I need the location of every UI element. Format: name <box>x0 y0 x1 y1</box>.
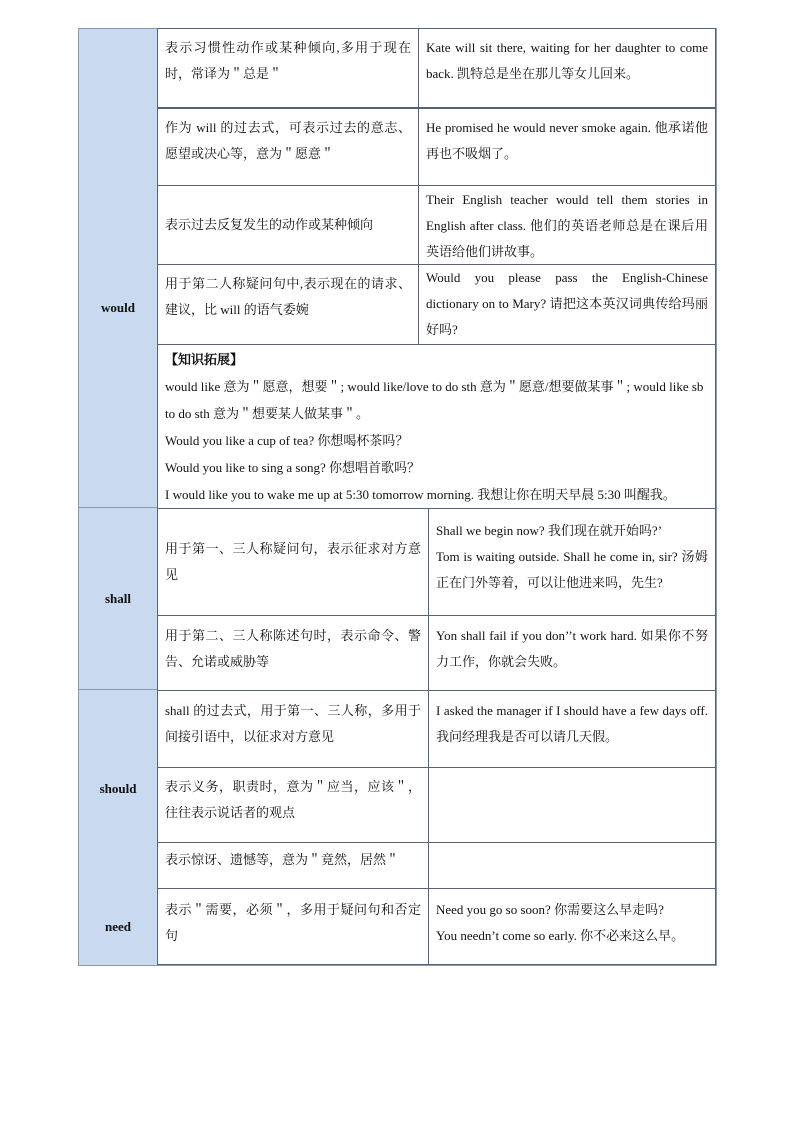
need-example-1-line-1: Need you go so soon? 你需要这么早走吗? <box>436 902 664 917</box>
will-usage-1: 表示习惯性动作或某种倾向,多用于现在时，常译为＂总是＂ <box>157 28 419 108</box>
would-usage-2: 表示过去反复发生的动作或某种倾向 <box>165 217 374 232</box>
should-example-1: I asked the manager if I should have a few days off. 我问经理我是否可以请几天假。 <box>428 690 716 768</box>
will-example-1: Kate will sit there, waiting for her daughter to come back. 凯特总是坐在那儿等女儿回来。 <box>418 28 716 108</box>
would-example-3: Would you please pass the English-Chinese dictionary on to Mary? 请把这本英汉词典传给玛丽好吗? <box>418 264 716 345</box>
will-label-cell <box>79 29 158 109</box>
should-usage-1: shall 的过去式，用于第一、三人称，多用于间接引语中，以征求对方意见 <box>157 690 429 768</box>
would-example-1: He promised he would never smoke again. 他承诺他再也不吸烟了。 <box>418 108 716 186</box>
shall-usage-1-cell <box>157 508 429 616</box>
need-example-1-cell <box>428 888 716 965</box>
would-label: would <box>79 108 158 508</box>
need-usage-1: 表示＂需要，必须＂，多用于疑问句和否定句 <box>157 888 429 965</box>
shall-usage-2: 用于第二、三人称陈述句时，表示命令、警告、允诺或威胁等 <box>157 615 429 691</box>
would-usage-2-cell <box>157 185 419 265</box>
should-usage-3: 表示惊讶、遗憾等，意为＂竟然，居然＂ <box>157 842 429 889</box>
shall-example-2: Yon shall fail if you don’’t work hard. 如果你不努力工作，你就会失败。 <box>428 615 716 691</box>
should-example-2 <box>428 767 716 843</box>
would-knowledge-extension <box>157 344 716 509</box>
shall-usage-1: 用于第一、三人称疑问句，表示征求对方意见 <box>165 541 421 582</box>
shall-example-1-line-1: Shall we begin now? 我们现在就开始吗?’ <box>436 523 663 538</box>
need-label: need <box>79 888 158 965</box>
extension-line-4: I would like you to wake me up at 5:30 tomorrow morning. 我想让你在明天早晨 5:30 叫醒我。 <box>165 487 676 502</box>
shall-example-1-cell <box>428 508 716 616</box>
shall-label: shall <box>79 508 158 690</box>
should-label: should <box>79 690 158 889</box>
extension-line-3: Would you like to sing a song? 你想唱首歌吗？ <box>165 460 420 475</box>
would-example-2: Their English teacher would tell them stories in English after class. 他们的英语老师总是在课后用英语给他们讲故事。 <box>418 185 716 265</box>
need-example-1-line-2: You needn’t come so early. 你不必来这么早。 <box>436 928 685 943</box>
should-example-3 <box>428 842 716 889</box>
would-usage-1: 作为 will 的过去式，可表示过去的意志、愿望或决心等，意为＂愿意＂ <box>157 108 419 186</box>
would-usage-3: 用于第二人称疑问句中,表示现在的请求、建议，比 will 的语气委婉 <box>157 264 419 345</box>
extension-line-1: would like 意为＂愿意，想要＂; would like/love to do sth 意为＂愿意/想要做某事＂; would like sb to do sth 意为＂想要某人做某事＂。 <box>165 379 704 421</box>
extension-line-2: Would you like a cup of tea? 你想喝杯茶吗？ <box>165 433 409 448</box>
should-usage-2: 表示义务，职责时，意为＂应当，应该＂，往往表示说话者的观点 <box>157 767 429 843</box>
extension-heading: 【知识拓展】 <box>165 352 244 367</box>
shall-example-1-line-2: Tom is waiting outside. Shall he come in, sir? 汤姆正在门外等着，可以让他进来吗，先生? <box>436 549 708 590</box>
